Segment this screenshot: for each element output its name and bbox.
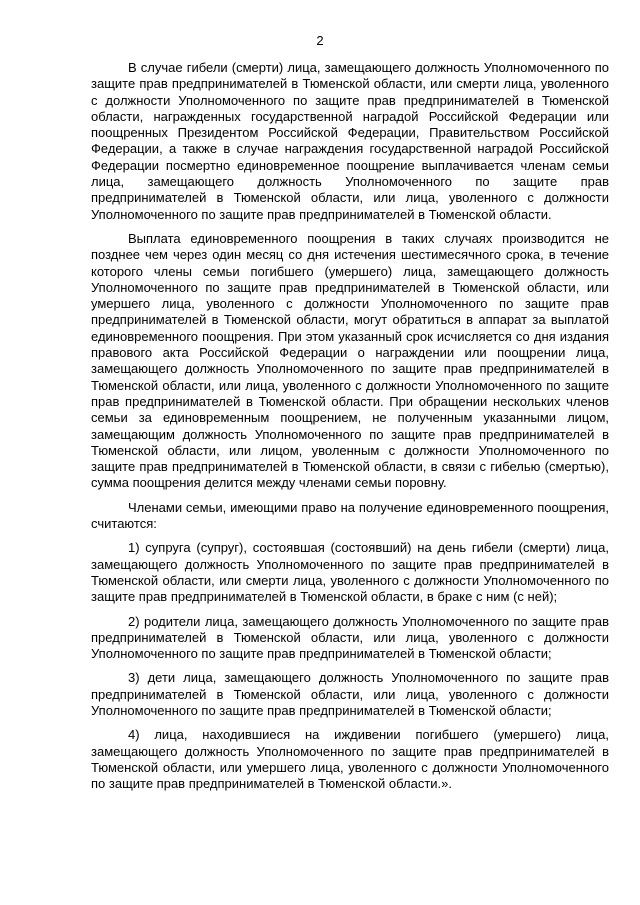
paragraph-family-members-intro: Членами семьи, имеющими право на получение единовременного поощрения, считаются: — [91, 499, 609, 532]
list-item-dependents: 4) лица, находившиеся на иждивении погибшего (умершего) лица, замещающего должность Уполномоченного по защите прав предпринимателей в Тюменской области, или умершего лица, уволенного с должности Уполномоченного по защите прав предпринимателей в Тюменской области.». — [91, 727, 609, 792]
paragraph-death-payment: В случае гибели (смерти) лица, замещающего должность Уполномоченного по защите прав предпринимателей в Тюменской области, или смерти лица, уволенного с должности Уполномоченного по защите прав предпринимателей в Тюменской области, награжденных государственной наградой Российской Федерации или поощренных Президентом Российской Федерации, Правительством Российской Федерации, а также в случае награждения государственной наградой Российской Федерации посмертно единовременное поощрение выплачивается членам семьи лица, замещающего должность Уполномоченного по защите прав предпринимателей в Тюменской области, или лица, уволенного с должности Уполномоченного по защите прав предпринимателей в Тюменской области. — [91, 60, 609, 222]
list-item-spouse: 1) супруга (супруг), состоявшая (состоявший) на день гибели (смерти) лица, замещающего должность Уполномоченного по защите прав предпринимателей в Тюменской области, или смерти лица, уволенного с должности Уполномоченного по защите прав предпринимателей в Тюменской области, в браке с ним (с ней); — [91, 540, 609, 605]
page-number: 2 — [316, 33, 324, 48]
document-body — [91, 60, 609, 800]
list-item-parents: 2) родители лица, замещающего должность Уполномоченного по защите прав предпринимателей в Тюменской области, или лица, уволенного с должности Уполномоченного по защите прав предпринимателей в Тюменской области; — [91, 613, 609, 662]
paragraph-payment-terms: Выплата единовременного поощрения в таких случаях производится не позднее чем через один месяц со дня истечения шестимесячного срока, в течение которого члены семьи погибшего (умершего) лица, замещающего должность Уполномоченного по защите прав предпринимателей в Тюменской области, или умершего лица, уволенного с должности Уполномоченного по защите прав предпринимателей в Тюменской области, могут обратиться в аппарат за выплатой единовременного поощрения. При этом указанный срок исчисляется со дня издания правового акта Российской Федерации о награждении или поощрении лица, замещающего должность Уполномоченного по защите прав предпринимателей в Тюменской области, или лица, уволенного с должности Уполномоченного по защите прав предпринимателей в Тюменской области. При обращении нескольких членов семьи за единовременным поощрением, не полученным указанными лицом, замещающим должность Уполномоченного по защите прав предпринимателей в Тюменской области, или лицом, уволенным с должности Уполномоченного по защите прав предпринимателей в Тюменской области, в связи с гибелью (смертью), сумма поощрения делится между членами семьи поровну. — [91, 230, 609, 491]
list-item-children: 3) дети лица, замещающего должность Уполномоченного по защите прав предпринимателей в Тюменской области, или лица, уволенного с должности Уполномоченного по защите прав предпринимателей в Тюменской области; — [91, 670, 609, 718]
